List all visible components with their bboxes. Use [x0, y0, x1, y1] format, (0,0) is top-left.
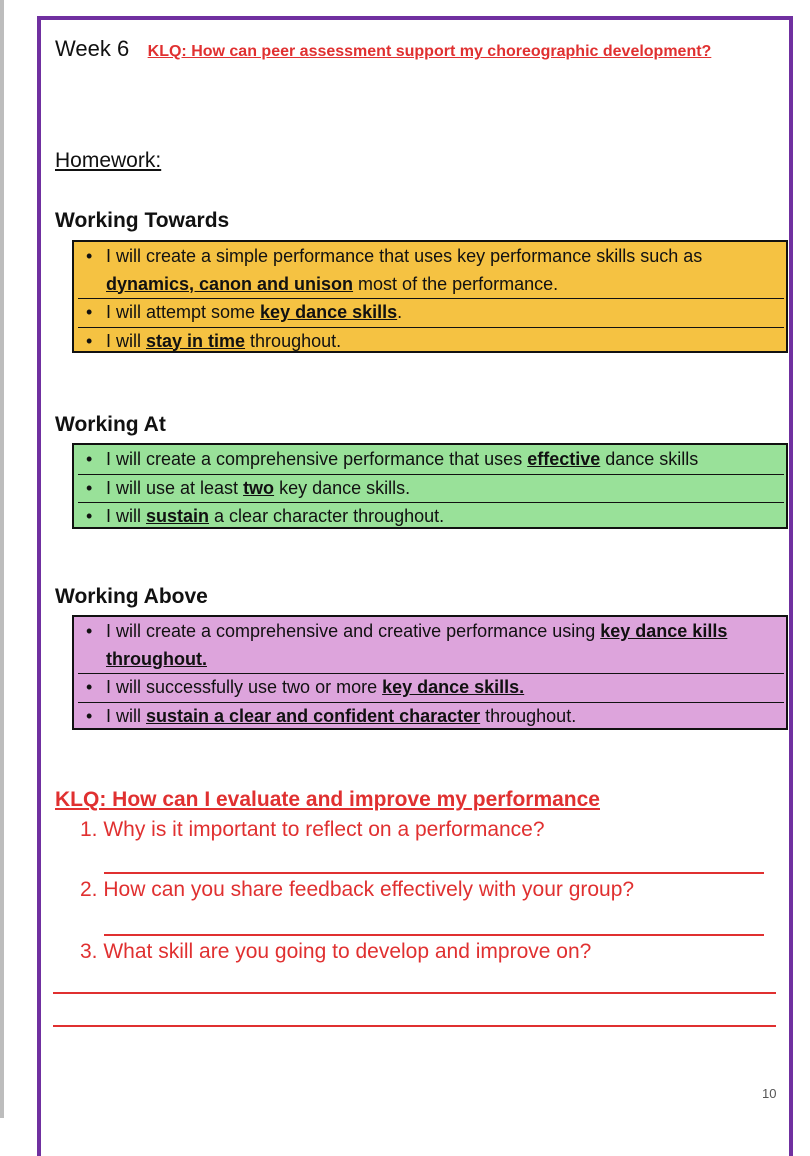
criteria-text: I will create a comprehensive and creative performance using	[106, 621, 601, 641]
criteria-text: throughout.	[245, 330, 342, 351]
criteria-text: I will use at least	[106, 477, 244, 498]
working-towards-title: Working Towards	[55, 209, 230, 232]
answer-line-1[interactable]	[104, 872, 764, 874]
criteria-text: throughout.	[480, 705, 577, 726]
criteria-item	[84, 703, 778, 731]
criteria-item	[84, 475, 778, 504]
working-at-box	[72, 443, 788, 529]
criteria-text: .	[397, 302, 403, 322]
criteria-text: I will	[106, 506, 146, 526]
criteria-text: a clear character throughout.	[209, 506, 445, 526]
answer-line-3a[interactable]	[53, 992, 776, 994]
criteria-item	[84, 299, 778, 328]
page-number: 10	[762, 1086, 777, 1101]
criteria-text: I will	[106, 330, 146, 351]
working-above-box	[72, 615, 788, 730]
emphasis-text: effective	[527, 449, 601, 469]
question-1: 1. Why is it important to reflect on a performance?	[80, 818, 545, 841]
week-label: Week 6	[55, 36, 130, 61]
emphasis-text: key dance skills	[260, 302, 398, 322]
criteria-item	[84, 618, 778, 674]
criteria-text: I will create a comprehensive performance that uses	[106, 449, 528, 469]
criteria-text: key dance skills.	[274, 477, 411, 498]
criteria-text: I will attempt some	[106, 302, 261, 322]
criteria-item	[84, 674, 778, 703]
working-towards-box	[72, 240, 788, 353]
criteria-item	[84, 328, 778, 356]
emphasis-text: sustain	[146, 506, 210, 526]
emphasis-text: sustain a clear and confident character	[146, 705, 481, 726]
criteria-text: most of the performance.	[353, 273, 559, 294]
answer-line-3b[interactable]	[53, 1025, 776, 1027]
homework-heading: Homework:	[55, 149, 162, 172]
criteria-text: I will create a simple performance that uses key performance skills such as	[106, 246, 703, 266]
evaluation-klq: KLQ: How can I evaluate and improve my performance	[55, 788, 600, 811]
working-at-title: Working At	[55, 413, 166, 436]
emphasis-text: two	[243, 477, 275, 498]
answer-line-2[interactable]	[104, 934, 764, 936]
criteria-text: I will successfully use two or more	[106, 677, 383, 697]
criteria-text: I will	[106, 705, 146, 726]
criteria-text: dance skills	[600, 449, 699, 469]
page-gutter	[0, 0, 4, 1118]
question-3: 3. What skill are you going to develop and improve on?	[80, 940, 592, 963]
criteria-item	[84, 243, 778, 299]
emphasis-text: key dance skills.	[382, 677, 525, 697]
criteria-item	[84, 503, 778, 531]
criteria-item	[84, 446, 778, 475]
emphasis-text: key dance kills throughout.	[106, 621, 728, 669]
working-above-title: Working Above	[55, 585, 208, 608]
emphasis-text: dynamics, canon and unison	[106, 273, 354, 294]
header-klq: KLQ: How can peer assessment support my choreographic development?	[147, 43, 712, 60]
emphasis-text: stay in time	[146, 330, 246, 351]
question-2: 2. How can you share feedback effectively with your group?	[80, 878, 635, 901]
header	[55, 36, 711, 62]
